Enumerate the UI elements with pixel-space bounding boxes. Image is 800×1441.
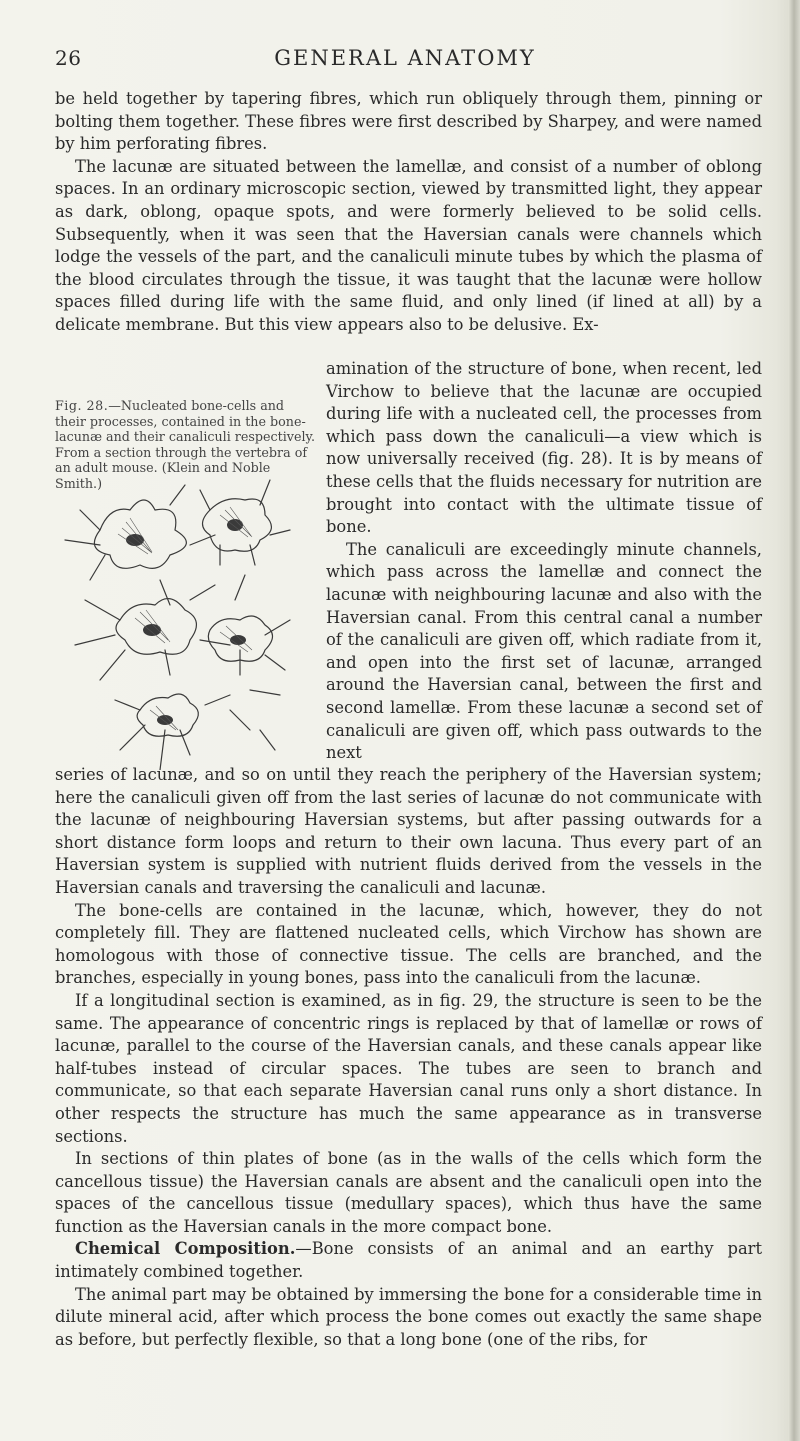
figure-label: Fig. 28. xyxy=(55,398,109,413)
page-header xyxy=(55,46,755,74)
paragraph: In sections of thin plates of bone (as in the walls of the cells which form the cancellous tissue) the Haversian canals are absent and the canaliculi open into the spaces of the cancellous tissue (medullary spaces), which thus have the same function as the Haversian canals in the more compact bone. xyxy=(55,1149,762,1236)
text-column-right xyxy=(326,358,762,765)
figure-caption-text: —Nucleated bone-cells and their processes, contained in the bone-lacunæ and their canaliculi respectively. From a section through the vertebra of an adult mouse. (Klein and Noble Smith.) xyxy=(55,398,316,491)
paragraph xyxy=(55,1238,762,1283)
running-title: GENERAL ANATOMY xyxy=(274,46,536,70)
text-block-top xyxy=(55,88,762,337)
paragraph: The canaliculi are exceedingly minute channels, which pass across the lamellæ and connect the lacunæ with neighbouring lacunæ and also with the Haversian canal. From this central canal a number of the canaliculi are given off, which radiate from it, and open into the first set of lacunæ, arranged around the Haversian canal, between the first and second lamellæ. From these lacunæ a second set of canaliculi are given off, which pass outwards to the next xyxy=(326,539,762,763)
paragraph: If a longitudinal section is examined, as in fig. 29, the structure is seen to be the same. The appearance of concentric rings is replaced by that of lamellæ or rows of lacunæ, parallel to the course of the Haversian canals, and these canals appear like half-tubes instead of circular spaces. The tubes are seen to branch and communicate, so that each separate Haversian canal runs only a short distance. In other respects the structure has much the same appearance as in transverse sections. xyxy=(55,990,762,1146)
page-edge-shadow xyxy=(788,0,800,1441)
paragraph: The bone-cells are contained in the lacunæ, which, however, they do not completely fill. They are flattened nucleated cells, which Virchow has shown are homologous with those of connective tissue. The cells are branched, and the branches, especially in young bones, pass into the canaliculi from the lacunæ. xyxy=(55,900,762,988)
text-block-bottom xyxy=(55,764,762,1351)
paragraph-text: —Bone consists of an animal and an earthy part intimately combined together. xyxy=(55,1239,763,1282)
bone-cells-illustration xyxy=(60,470,330,770)
bone-cells-drawing xyxy=(60,470,330,770)
paragraph: be held together by tapering fibres, which run obliquely through them, pinning or bolting them together. These fibres were first described by Sharpey, and were named by him perforating fibres. xyxy=(55,89,762,154)
paragraph: amination of the structure of bone, when recent, led Virchow to believe that the lacunæ are occupied during life with a nucleated cell, the processes from which pass down the canaliculi—a view which is now universally received (fig. 28). It is by means of these cells that the fluids necessary for nutrition are brought into contact with the ultimate tissue of bone. xyxy=(326,359,762,537)
paragraph: The lacunæ are situated between the lamellæ, and consist of a number of oblong spaces. In an ordinary microscopic section, viewed by transmitted light, they appear as dark, oblong, opaque spots, and were formerly believed to be solid cells. Subsequently, when it was seen that the Haversian canals were channels which lodge the vessels of the part, and the canaliculi minute tubes by which the plasma of the blood circulates through the tissue, it was taught that the lacunæ were hollow spaces filled during life with the same fluid, and only lined (if lined at all) by a delicate membrane. But this view appears also to be delusive. Ex- xyxy=(55,156,762,334)
page-number: 26 xyxy=(55,46,82,70)
paragraph: series of lacunæ, and so on until they reach the periphery of the Haversian system; here the canaliculi given off from the last series of lacunæ do not communicate with the lacunæ of neighbouring Haversian systems, but after passing outwards for a short distance form loops and return to their own lacuna. Thus every part of an Haversian system is supplied with nutrient fluids derived from the vessels in the Haversian canals and traversing the canaliculi and lacunæ. xyxy=(55,765,762,897)
section-heading: Chemical Composition. xyxy=(75,1239,296,1259)
paragraph: The animal part may be obtained by immersing the bone for a considerable time in dilute mineral acid, after which process the bone comes out exactly the same shape as before, but perfectly flexible, so that a long bone (one of the ribs, for xyxy=(55,1284,762,1349)
